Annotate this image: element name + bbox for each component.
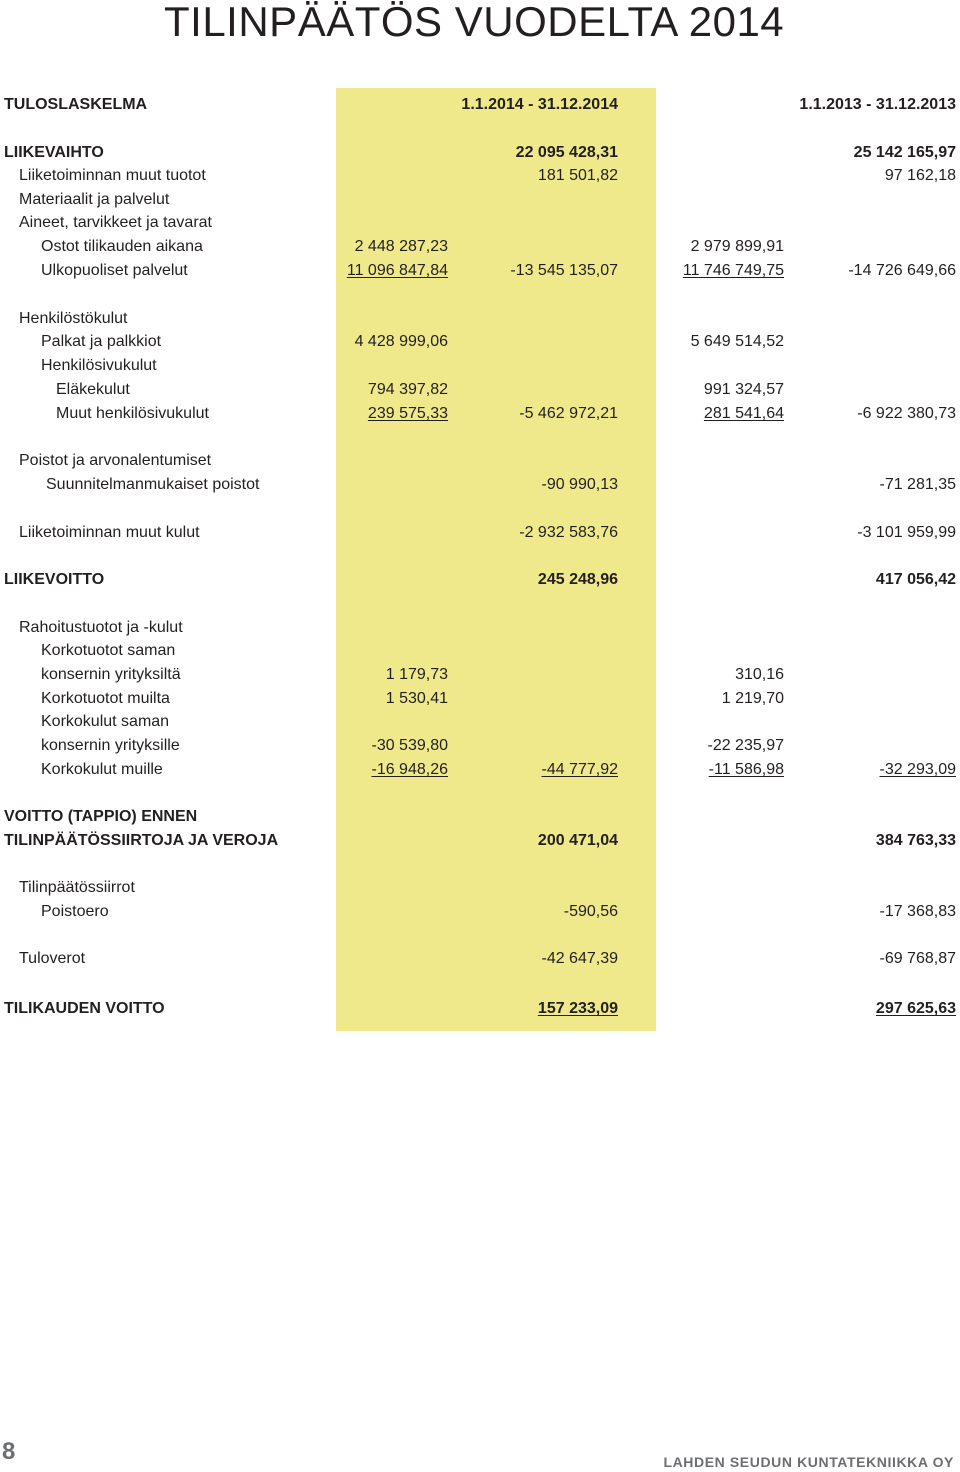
page-title: TILINPÄÄTÖS VUODELTA 2014: [164, 0, 785, 45]
subitem-previous: 991 324,57: [703, 381, 784, 398]
value-current: 22 095 428,31: [515, 144, 618, 161]
table-row: [0, 617, 960, 639]
row-label: Tuloverot: [19, 950, 86, 967]
table-row: [0, 308, 960, 330]
value-previous: -71 281,35: [879, 476, 956, 493]
subitem-previous: 281 541,64: [703, 405, 784, 422]
value-previous: -6 922 380,73: [857, 405, 956, 422]
value-current: -590,56: [563, 903, 618, 920]
value-previous: 417 056,42: [875, 571, 956, 588]
value-current: -5 462 972,21: [519, 405, 618, 422]
row-label: Tilinpäätössiirrot: [19, 879, 135, 896]
table-row: [0, 403, 960, 425]
row-label: Aineet, tarvikkeet ja tavarat: [19, 214, 212, 231]
table-row: [0, 189, 960, 211]
value-current: -44 777,92: [541, 761, 618, 778]
row-label: Muut henkilösivukulut: [56, 405, 209, 422]
table-row: [0, 664, 960, 686]
company-name: LAHDEN SEUDUN KUNTATEKNIIKKA OY: [663, 1454, 954, 1470]
value-current: -2 932 583,76: [519, 524, 618, 541]
row-label: Ostot tilikauden aikana: [41, 238, 203, 255]
value-previous: 384 763,33: [875, 832, 956, 849]
subitem-previous: 2 979 899,91: [690, 238, 784, 255]
period-current-heading: 1.1.2014 - 31.12.2014: [461, 96, 618, 113]
value-current: -42 647,39: [541, 950, 618, 967]
table-row: [0, 688, 960, 710]
subitem-previous: -11 586,98: [708, 761, 784, 778]
statement-label: TULOSLASKELMA: [4, 96, 148, 113]
subitem-previous: 5 649 514,52: [690, 333, 784, 350]
table-row: [0, 759, 960, 781]
subitem-previous: 11 746 749,75: [682, 262, 784, 279]
table-row: [0, 877, 960, 899]
row-label: Henkilöstökulut: [19, 310, 128, 327]
value-current: 181 501,82: [537, 167, 618, 184]
subitem-previous: 1 219,70: [721, 690, 784, 707]
subitem-current: 1 179,73: [385, 666, 448, 683]
subitem-previous: -22 235,97: [707, 737, 784, 754]
subitem-current: 239 575,33: [367, 405, 448, 422]
row-label: VOITTO (TAPPIO) ENNEN: [4, 808, 198, 825]
row-label: Materiaalit ja palvelut: [19, 191, 170, 208]
value-previous: 297 625,63: [875, 1000, 956, 1017]
table-row: [0, 901, 960, 923]
table-row: [0, 260, 960, 282]
table-row: [0, 806, 960, 828]
table-row: [0, 355, 960, 377]
table-row: [0, 142, 960, 164]
page-footer: [0, 1440, 960, 1470]
row-label: Korkokulut muille: [41, 761, 163, 778]
table-row: [0, 998, 960, 1020]
value-previous: -14 726 649,66: [848, 262, 956, 279]
value-current: -13 545 135,07: [510, 262, 618, 279]
subitem-current: -16 948,26: [371, 761, 448, 778]
subitem-current: 11 096 847,84: [346, 262, 448, 279]
row-label: Korkotuotot muilta: [41, 690, 170, 707]
table-row: [0, 212, 960, 234]
row-label: TILIKAUDEN VOITTO: [4, 1000, 165, 1017]
table-row: [0, 569, 960, 591]
row-label: Ulkopuoliset palvelut: [41, 262, 188, 279]
table-row: [0, 474, 960, 496]
page-number: 8: [2, 1438, 16, 1465]
row-label: Henkilösivukulut: [41, 357, 157, 374]
table-row: [0, 640, 960, 662]
value-current: -90 990,13: [541, 476, 618, 493]
row-label: Korkokulut saman: [41, 713, 170, 730]
row-label: konsernin yrityksille: [41, 737, 180, 754]
row-label: Eläkekulut: [56, 381, 130, 398]
subitem-current: 4 428 999,06: [354, 333, 448, 350]
table-row: [0, 450, 960, 472]
row-label: Liiketoiminnan muut tuotot: [19, 167, 206, 184]
row-label: Liiketoiminnan muut kulut: [19, 524, 200, 541]
row-label: Palkat ja palkkiot: [41, 333, 162, 350]
value-previous: 25 142 165,97: [853, 144, 956, 161]
table-row: [0, 735, 960, 757]
table-row: [0, 711, 960, 733]
table-row: [0, 379, 960, 401]
value-previous: -3 101 959,99: [857, 524, 956, 541]
value-previous: -32 293,09: [879, 761, 956, 778]
row-label: TILINPÄÄTÖSSIIRTOJA JA VEROJA: [4, 832, 279, 849]
value-previous: -17 368,83: [879, 903, 956, 920]
row-label: Korkotuotot saman: [41, 642, 176, 659]
row-label: Rahoitustuotot ja -kulut: [19, 619, 183, 636]
table-header-row: [0, 94, 960, 116]
value-previous: 97 162,18: [884, 167, 956, 184]
row-label: konsernin yrityksiltä: [41, 666, 181, 683]
subitem-current: 1 530,41: [385, 690, 448, 707]
row-label: Suunnitelmanmukaiset poistot: [46, 476, 260, 493]
value-current: 200 471,04: [537, 832, 618, 849]
period-previous-heading: 1.1.2013 - 31.12.2013: [799, 96, 956, 113]
table-row: [0, 522, 960, 544]
table-row: [0, 236, 960, 258]
subitem-current: -30 539,80: [371, 737, 448, 754]
subitem-previous: 310,16: [735, 666, 784, 683]
row-label: LIIKEVOITTO: [4, 571, 105, 588]
value-current: 157 233,09: [537, 1000, 618, 1017]
table-row: [0, 948, 960, 970]
row-label: LIIKEVAIHTO: [4, 144, 104, 161]
subitem-current: 2 448 287,23: [354, 238, 448, 255]
value-previous: -69 768,87: [879, 950, 956, 967]
subitem-current: 794 397,82: [367, 381, 448, 398]
table-row: [0, 165, 960, 187]
row-label: Poistot ja arvonalentumiset: [19, 452, 212, 469]
table-row: [0, 830, 960, 852]
table-row: [0, 331, 960, 353]
value-current: 245 248,96: [537, 571, 618, 588]
row-label: Poistoero: [41, 903, 109, 920]
